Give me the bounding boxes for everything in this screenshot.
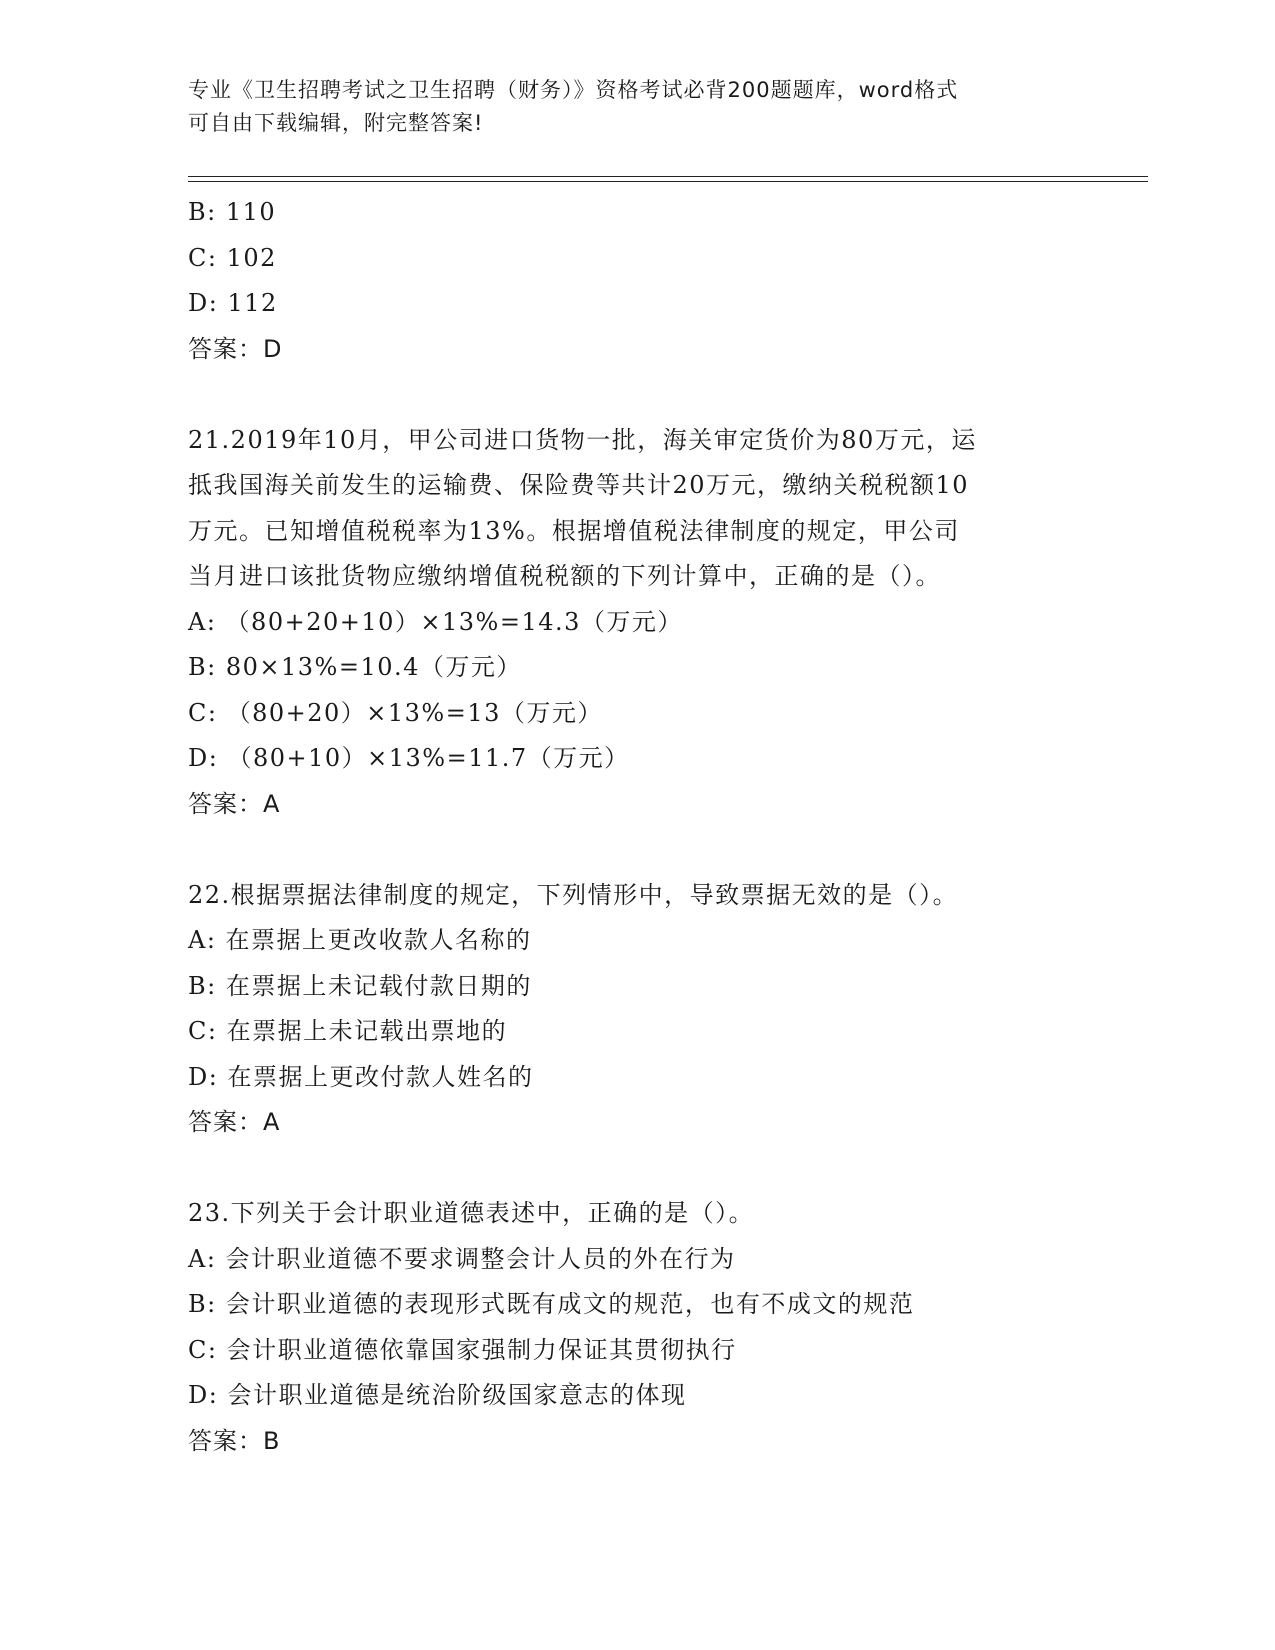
question-21 (188, 418, 1088, 828)
option-c: C: 102 (188, 243, 277, 272)
option-d: D: 会计职业道德是统治阶级国家意志的体现 (188, 1381, 687, 1409)
option-c: C: 在票据上未记载出票地的 (188, 1017, 508, 1045)
document-header (188, 74, 1088, 140)
answer-line: 答案：A (188, 789, 281, 818)
stem-line: 万元。已知增值税税率为13%。根据增值税法律制度的规定，甲公司 (188, 516, 960, 545)
option-b: B: 会计职业道德的表现形式既有成文的规范，也有不成文的规范 (188, 1290, 915, 1318)
option-d: D: 112 (188, 289, 278, 317)
question-stem (188, 418, 1088, 600)
stem-line: 抵我国海关前发生的运输费、保险费等共计20万元，缴纳关税税额10 (188, 471, 970, 499)
option-a: A: 在票据上更改收款人名称的 (188, 926, 532, 954)
option-a: A: （80+20+10）×13%=14.3（万元） (188, 607, 683, 636)
question-stem (188, 1191, 1088, 1237)
option-b: B: 80×13%=10.4（万元） (188, 653, 522, 681)
stem-line: 21.2019年10月，甲公司进口货物一批，海关审定货价为80万元，运 (188, 425, 977, 454)
answer-line: 答案：B (188, 1426, 281, 1455)
spacer (188, 827, 1088, 873)
spacer (188, 372, 1088, 418)
option-c: C: （80+20）×13%=13（万元） (188, 698, 603, 727)
header-divider-top (188, 176, 1148, 177)
question-20-continued (188, 190, 1088, 372)
answer-line: 答案：A (188, 1108, 281, 1136)
option-a: A: 会计职业道德不要求调整会计人员的外在行为 (188, 1244, 736, 1273)
stem-line: 22.根据票据法律制度的规定，下列情形中，导致票据无效的是（）。 (188, 880, 959, 909)
option-d: D: （80+10）×13%=11.7（万元） (188, 744, 630, 772)
header-title-line-1: 专业《卫生招聘考试之卫生招聘（财务）》资格考试必背200题题库，word格式 (188, 78, 959, 102)
option-b: B: 110 (188, 198, 277, 226)
stem-line: 当月进口该批货物应缴纳增值税税额的下列计算中，正确的是（）。 (188, 562, 941, 590)
question-stem (188, 873, 1088, 919)
spacer (188, 1146, 1088, 1192)
question-22 (188, 873, 1088, 1146)
header-title-line-2: 可自由下载编辑，附完整答案! (188, 111, 484, 135)
answer-line: 答案：D (188, 334, 283, 363)
question-list (188, 190, 1088, 1464)
header-divider-bottom (188, 181, 1148, 182)
stem-line: 23.下列关于会计职业道德表述中，正确的是（）。 (188, 1199, 755, 1227)
question-23 (188, 1191, 1088, 1464)
option-c: C: 会计职业道德依靠国家强制力保证其贯彻执行 (188, 1335, 737, 1364)
option-b: B: 在票据上未记载付款日期的 (188, 971, 532, 1000)
option-d: D: 在票据上更改付款人姓名的 (188, 1062, 534, 1091)
